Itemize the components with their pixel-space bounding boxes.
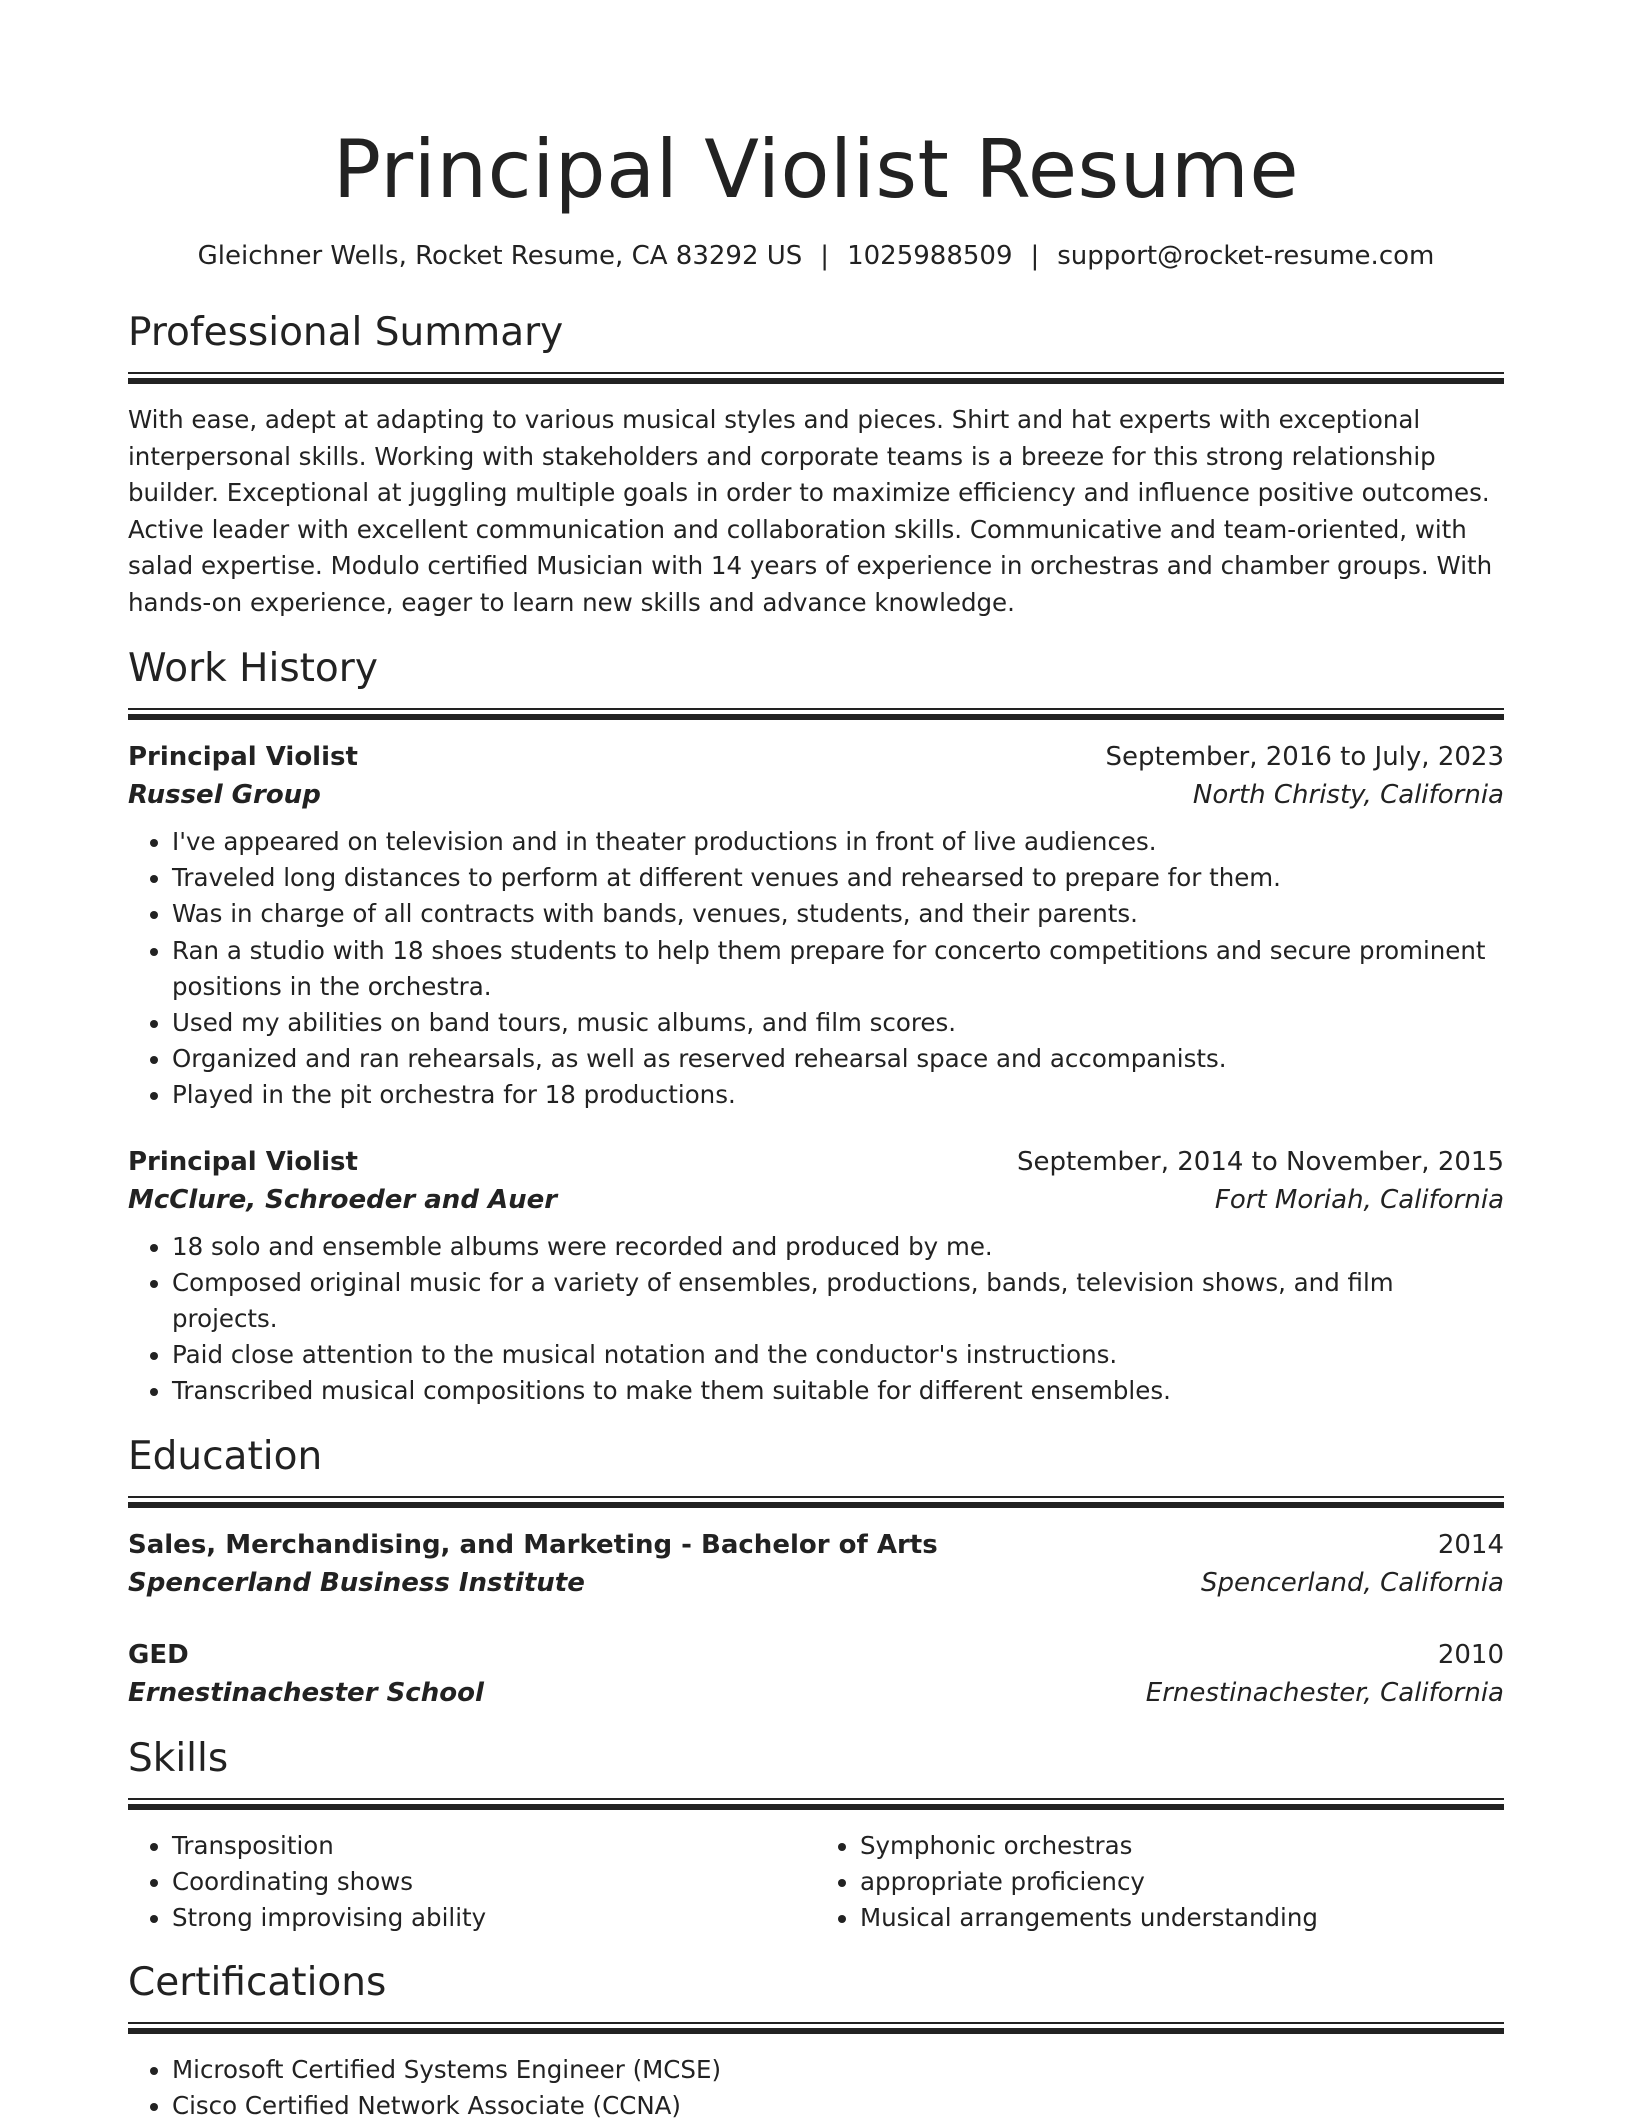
- education-school: Ernestinachester School: [128, 1677, 484, 1708]
- job-location: North Christy, California: [1192, 780, 1504, 810]
- job-company: Russel Group: [128, 780, 321, 810]
- job-subheader: [128, 1181, 1504, 1219]
- contact-address: Gleichner Wells, Rocket Resume, CA 83292 US: [197, 241, 803, 271]
- list-item: • Transposition: [172, 1828, 816, 1864]
- section-heading-education: Education: [128, 1433, 323, 1479]
- education-subheader: [128, 1674, 1504, 1712]
- contact-separator: |: [1030, 241, 1040, 271]
- education-school: Spencerland Business Institute: [128, 1567, 585, 1598]
- education-year: 2014: [1437, 1529, 1504, 1560]
- contact-phone: 1025988509: [847, 241, 1013, 271]
- job-location: Fort Moriah, California: [1214, 1184, 1504, 1215]
- list-item: • Played in the pit orchestra for 18 productions.: [172, 1077, 1504, 1113]
- job-title: Principal Violist: [128, 1146, 358, 1177]
- list-item: • appropriate proficiency: [860, 1864, 1504, 1900]
- education-year: 2010: [1437, 1639, 1504, 1670]
- education-subheader: [128, 1564, 1504, 1602]
- education-location: Spencerland, California: [1200, 1567, 1504, 1598]
- job-bullets: [128, 824, 1504, 1114]
- list-item: • Paid close attention to the musical notation and the conductor's instructions.: [172, 1337, 1504, 1373]
- summary-section: [128, 308, 1504, 621]
- list-item: • I've appeared on television and in theater productions in front of live audiences.: [172, 824, 1504, 860]
- list-item: • Symphonic orchestras: [860, 1828, 1504, 1864]
- contact-separator: |: [820, 241, 830, 271]
- education-degree: GED: [128, 1639, 189, 1670]
- education-location: Ernestinachester, California: [1145, 1677, 1504, 1708]
- education-header: [128, 1636, 1504, 1674]
- job-title: Principal Violist: [128, 742, 358, 772]
- job-header: [128, 1143, 1504, 1181]
- summary-text: With ease, adept at adapting to various musical styles and pieces. Shirt and hat experts with exceptional interpersonal skills. Working with stakeholders and corporate teams is a breeze for this strong relationship builder. Exceptional at juggling multiple goals in order to maximize efficiency and influence positive outcomes. Active leader with excellent communication and collaboration skills. Communicative and team-oriented, with salad expertise. Modulo certified Musician with 14 years of experience in orchestras and chamber groups. With hands-on experience, eager to learn new skills and advance knowledge.: [128, 405, 1493, 617]
- contact-line: [128, 239, 1504, 273]
- list-item: • Used my abilities on band tours, music albums, and film scores.: [172, 1005, 1504, 1041]
- list-item: • Cisco Certified Network Associate (CCNA): [172, 2088, 1504, 2124]
- page-title: Principal Violist Resume: [332, 123, 1300, 216]
- contact-email[interactable]: support@rocket-resume.com: [1057, 241, 1435, 271]
- list-item: • Coordinating shows: [172, 1864, 816, 1900]
- section-divider: [128, 1798, 1504, 1810]
- section-heading-summary: Professional Summary: [128, 310, 564, 355]
- job-dates: September, 2016 to July, 2023: [1105, 742, 1504, 772]
- section-divider: [128, 708, 1504, 720]
- education-header: [128, 1526, 1504, 1564]
- job-company: McClure, Schroeder and Auer: [128, 1184, 558, 1215]
- education-entry: [128, 1636, 1504, 1712]
- job-entry: [128, 1143, 1504, 1410]
- list-item: • Musical arrangements understanding: [860, 1900, 1504, 1936]
- skills-column-left: [128, 1828, 816, 1936]
- job-dates: September, 2014 to November, 2015: [1017, 1146, 1504, 1177]
- work-section: [128, 644, 1504, 1410]
- list-item: • Composed original music for a variety of ensembles, productions, bands, television shows, and film projects.: [172, 1265, 1504, 1337]
- section-divider: [128, 2022, 1504, 2034]
- skills-column-right: [816, 1828, 1504, 1936]
- section-divider: [128, 372, 1504, 384]
- section-heading-work: Work History: [128, 646, 378, 691]
- list-item: • 18 solo and ensemble albums were recorded and produced by me.: [172, 1229, 1504, 1265]
- list-item: • Traveled long distances to perform at different venues and rehearsed to prepare for them.: [172, 860, 1504, 896]
- education-degree: Sales, Merchandising, and Marketing - Bachelor of Arts: [128, 1529, 938, 1560]
- education-entry: [128, 1526, 1504, 1602]
- certification-list: [128, 2052, 1504, 2124]
- job-header: [128, 738, 1504, 776]
- list-item: • Microsoft Certified Systems Engineer (MCSE): [172, 2052, 1504, 2088]
- section-divider: [128, 1496, 1504, 1508]
- certifications-section: [128, 1958, 1504, 2124]
- skills-section: [128, 1734, 1504, 1936]
- list-item: • Strong improvising ability: [172, 1900, 816, 1936]
- list-item: • Organized and ran rehearsals, as well as reserved rehearsal space and accompanists.: [172, 1041, 1504, 1077]
- skills-grid: [128, 1828, 1504, 1936]
- job-bullets: [128, 1229, 1504, 1410]
- list-item: • Ran a studio with 18 shoes students to help them prepare for concerto competitions and secure prominent positions in the orchestra.: [172, 933, 1504, 1005]
- section-heading-certifications: Certifications: [128, 1959, 387, 2005]
- job-entry: [128, 738, 1504, 1114]
- job-subheader: [128, 776, 1504, 814]
- list-item: • Transcribed musical compositions to make them suitable for different ensembles.: [172, 1373, 1504, 1409]
- list-item: • Was in charge of all contracts with bands, venues, students, and their parents.: [172, 896, 1504, 932]
- education-section: [128, 1432, 1504, 1712]
- section-heading-skills: Skills: [128, 1735, 229, 1781]
